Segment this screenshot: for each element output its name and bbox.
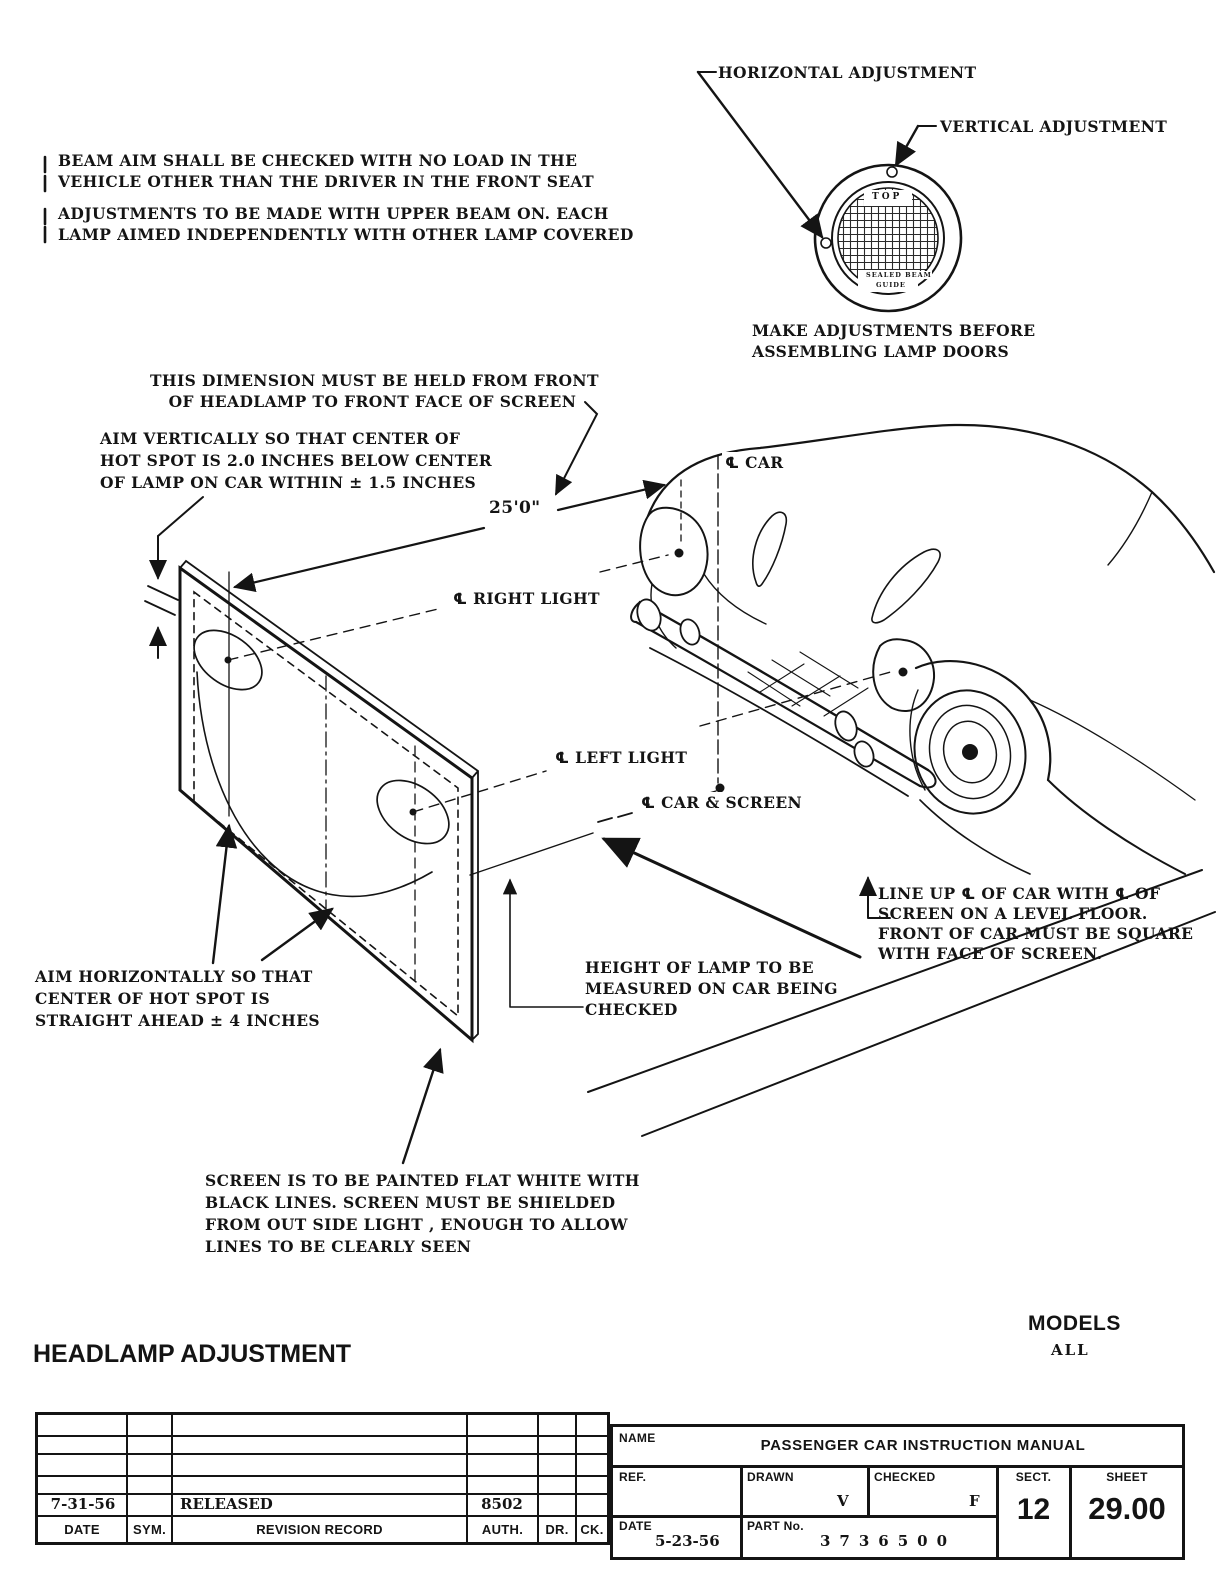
distance-label: 25'0" (486, 498, 544, 519)
centerline-car-screen-label: ℄ CAR & SCREEN (638, 792, 805, 813)
note-adjustments: ADJUSTMENTS TO BE MADE WITH UPPER BEAM ON. EACH LAMP AIMED INDEPENDENTLY WITH OTHER LAMP COVERED (58, 204, 634, 244)
horizontal-adjustment-label: HORIZONTAL ADJUSTMENT (718, 63, 977, 82)
header-date: DATE (64, 1522, 100, 1537)
centerline-left-light-label: ℄ LEFT LIGHT (552, 747, 690, 768)
header-dr: DR. (545, 1522, 569, 1537)
header-ck: CK. (580, 1522, 604, 1537)
checked-label: CHECKED (874, 1470, 936, 1484)
sect-value: 12 (1016, 1493, 1051, 1526)
sheet-label: SHEET (1106, 1470, 1148, 1484)
aim-horizontally-note: AIM HORIZONTALLY SO THAT CENTER OF HOT SPOT IS STRAIGHT AHEAD ± 4 INCHES (35, 967, 321, 1030)
models-label: MODELS (1028, 1312, 1121, 1335)
sheet-value: 29.00 (1088, 1491, 1166, 1526)
line-up-note: LINE UP ℄ OF CAR WITH ℄ OF SCREEN ON A LEVEL FLOOR. FRONT OF CAR MUST BE SQUARE WITH FACE OF SCREEN. (878, 884, 1194, 963)
checked-value: F (969, 1492, 980, 1510)
left-lamp-center (899, 668, 908, 677)
date-value: 5-23-56 (655, 1532, 720, 1550)
dimension-note: THIS DIMENSION MUST BE HELD FROM FRONT OF HEADLAMP TO FRONT FACE OF SCREEN (150, 371, 599, 411)
drawn-value: V (837, 1492, 849, 1510)
header-sym: SYM. (133, 1522, 166, 1537)
part-no-label: PART No. (747, 1519, 804, 1533)
revision-table (35, 1412, 610, 1545)
ref-label: REF. (619, 1470, 647, 1484)
revision-auth: 8502 (481, 1495, 523, 1513)
revision-date: 7-31-56 (50, 1495, 116, 1513)
horizontal-adjust-screw (821, 238, 831, 248)
note-beam-aim: BEAM AIM SHALL BE CHECKED WITH NO LOAD IN THE VEHICLE OTHER THAN THE DRIVER IN THE FRONT SEAT (58, 151, 595, 191)
revision-record: RELEASED (180, 1495, 273, 1513)
vertical-adjustment-label: VERTICAL ADJUSTMENT (940, 117, 1168, 136)
name-value: PASSENGER CAR INSTRUCTION MANUAL (760, 1437, 1086, 1454)
vertical-adjust-screw (887, 167, 897, 177)
name-label: NAME (619, 1431, 656, 1445)
right-lamp-center (675, 549, 684, 558)
aiming-screen (145, 497, 478, 1040)
models-value: ALL (1051, 1341, 1090, 1359)
height-of-lamp-note: HEIGHT OF LAMP TO BE MEASURED ON CAR BEING CHECKED (585, 958, 838, 1019)
lamp-top-label: TOP (872, 192, 903, 202)
drawn-label: DRAWN (747, 1470, 794, 1484)
title-block (610, 1424, 1185, 1560)
lamp-sealed-beam-label: SEALED BEAM (866, 271, 932, 279)
aim-vertically-note: AIM VERTICALLY SO THAT CENTER OF HOT SPOT IS 2.0 INCHES BELOW CENTER OF LAMP ON CAR WITHIN ± 1.5 INCHES (100, 429, 493, 492)
centerline-car-label: ℄ CAR (722, 452, 787, 473)
page-title: HEADLAMP ADJUSTMENT (33, 1340, 352, 1368)
header-revision-record: REVISION RECORD (256, 1522, 383, 1537)
screen-paint-note: SCREEN IS TO BE PAINTED FLAT WHITE WITH BLACK LINES. SCREEN MUST BE SHIELDED FROM OUT SIDE LIGHT , ENOUGH TO ALLOW LINES TO BE CLEARLY SEEN (205, 1171, 640, 1256)
part-no-value: 3736500 (819, 1532, 957, 1550)
lamp-caption: MAKE ADJUSTMENTS BEFORE ASSEMBLING LAMP DOORS (752, 321, 1036, 361)
sect-label: SECT. (1015, 1470, 1052, 1484)
centerline-right-light-label: ℄ RIGHT LIGHT (450, 588, 603, 609)
date-label: DATE (619, 1519, 652, 1533)
lamp-guide-label: GUIDE (876, 281, 906, 289)
header-auth: AUTH. (481, 1522, 524, 1537)
